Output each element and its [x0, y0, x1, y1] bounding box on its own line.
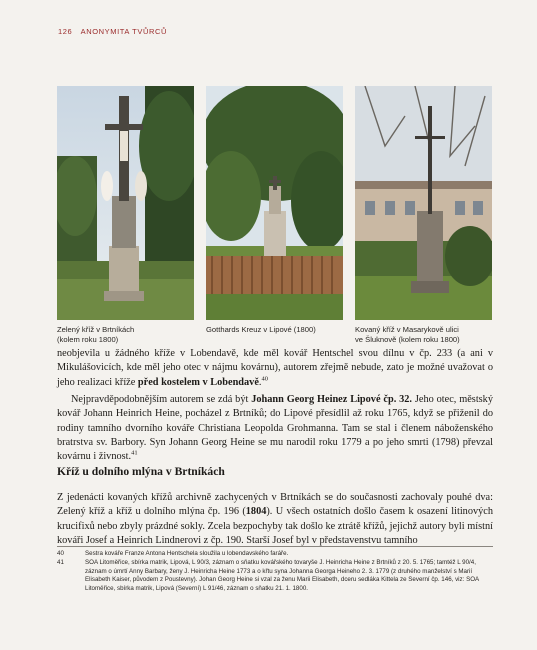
footnote-number: 40	[57, 550, 64, 557]
caption-green-cross	[57, 325, 197, 345]
page-number: 126	[58, 27, 73, 36]
section-heading: Kříž u dolního mlýna v Brtníkách	[57, 465, 225, 478]
caption-gotthards-cross	[206, 325, 346, 335]
paragraph-bold: Johann Georg Heinez Lipové čp. 32.	[251, 394, 413, 405]
footnote-number: 41	[57, 559, 64, 566]
footnote-text: Sestra kováře Franze Antona Hentschela sloužila u lobendavského faráře.	[85, 550, 289, 557]
caption-line: Kovaný kříž v Masarykově ulici	[355, 325, 459, 334]
paragraph	[57, 393, 493, 464]
footnote	[57, 559, 493, 593]
caption-line: (kolem roku 1800)	[57, 335, 119, 344]
photo-wrought-iron-cross	[355, 86, 492, 320]
caption-line: Gotthards Kreuz v Lipové (1800)	[206, 325, 316, 334]
footnote-divider	[57, 546, 493, 547]
paragraph-text: ). U všech ostatních došlo časem k osazení litinových krucifixů nebo zbyly prázdné sokly. Zcela bezpochyby tak došlo ke ztrátě křížů, jejichž autory byli místní kováři Josef a Heinrich Lindnerovi z čp. 190. Starší Josef byl v představenstvu tamního	[57, 506, 493, 546]
caption-line: Zelený kříž v Brtníkách	[57, 325, 135, 334]
footnote-ref: 40	[261, 375, 268, 383]
photo-green-cross	[57, 86, 194, 320]
footnote-ref: 41	[131, 449, 138, 457]
photo-gotthards-cross	[206, 86, 343, 320]
section-title: ANONYMITA TVŮRCŮ	[80, 27, 168, 36]
footnote-text: SOA Litoměřice, sbírka matrik, Lipová, L 90/3, záznam o sňatku kovářského tovaryše J. Heinricha Heine z Brtníků z 20. 5. 1765; tamtéž L 90/4, záznam o úmrtí Anny Barbary, ženy J. Heinricha Heine 1773 a o křtu syna Johanna Georga Heineho 2. 3. 1779 (z druhého manželství s Marií Elisabeth Kaiser, původem z Poustevny). Johan Georg Heine si vzal za ženu Marii Elisabeth, dceru sedláka Kittela ze Severní čp. 146, viz: SOA Litoměřice, sbírka matrik, Lipová (Severní) L 91/46, záznam o sňatku 21. 1. 1800.	[85, 559, 479, 592]
paragraph-text: Nejpravděpodobnějším autorem se zdá být	[71, 394, 252, 405]
running-header	[58, 27, 167, 36]
caption-wrought-iron-cross	[355, 325, 495, 345]
paragraph-text: .	[258, 376, 262, 388]
paragraph-text: Jeho otec, městský kovář Johann Heinrich Heine, pocházel z Brtníků; do Lipové přesídlil až roku 1765, když se přiženil do rodiny tamního dvorního kováře Christiana Leopolda Grohmanna. Tam se stal i členem náboženského bratrstva sv. Barbory. Syn Johann Georg Heine se mu narodil roku 1779 a po jeho smrti (1798) převzal kovárnu i živnost.	[57, 394, 493, 463]
paragraph-text: neobjevila u žádného kříže v Lobendavě, kde měl kovář Hentschel svou dílnu v čp. 233 (a ani v Mikulášovicích, kde měl jeho otec v nájmu kovárnu), autorem zřejmě nebude, zato je možné uvažovat o jeho realizaci kříže	[57, 348, 493, 388]
paragraph-bold: před kostelem v Lobendavě	[137, 376, 259, 388]
paragraph-text: Z jedenácti kovaných křížů archivně zachycených v Brtníkách se do současnosti zachovaly pouhé dva: Zelený kříž a kříž u dolního mlýna čp. 196 (	[57, 492, 493, 518]
paragraph	[57, 347, 493, 390]
caption-line: ve Šluknově (kolem roku 1800)	[355, 335, 460, 344]
paragraph	[57, 491, 493, 548]
footnote	[57, 550, 493, 559]
paragraph-bold: 1804	[245, 506, 267, 518]
